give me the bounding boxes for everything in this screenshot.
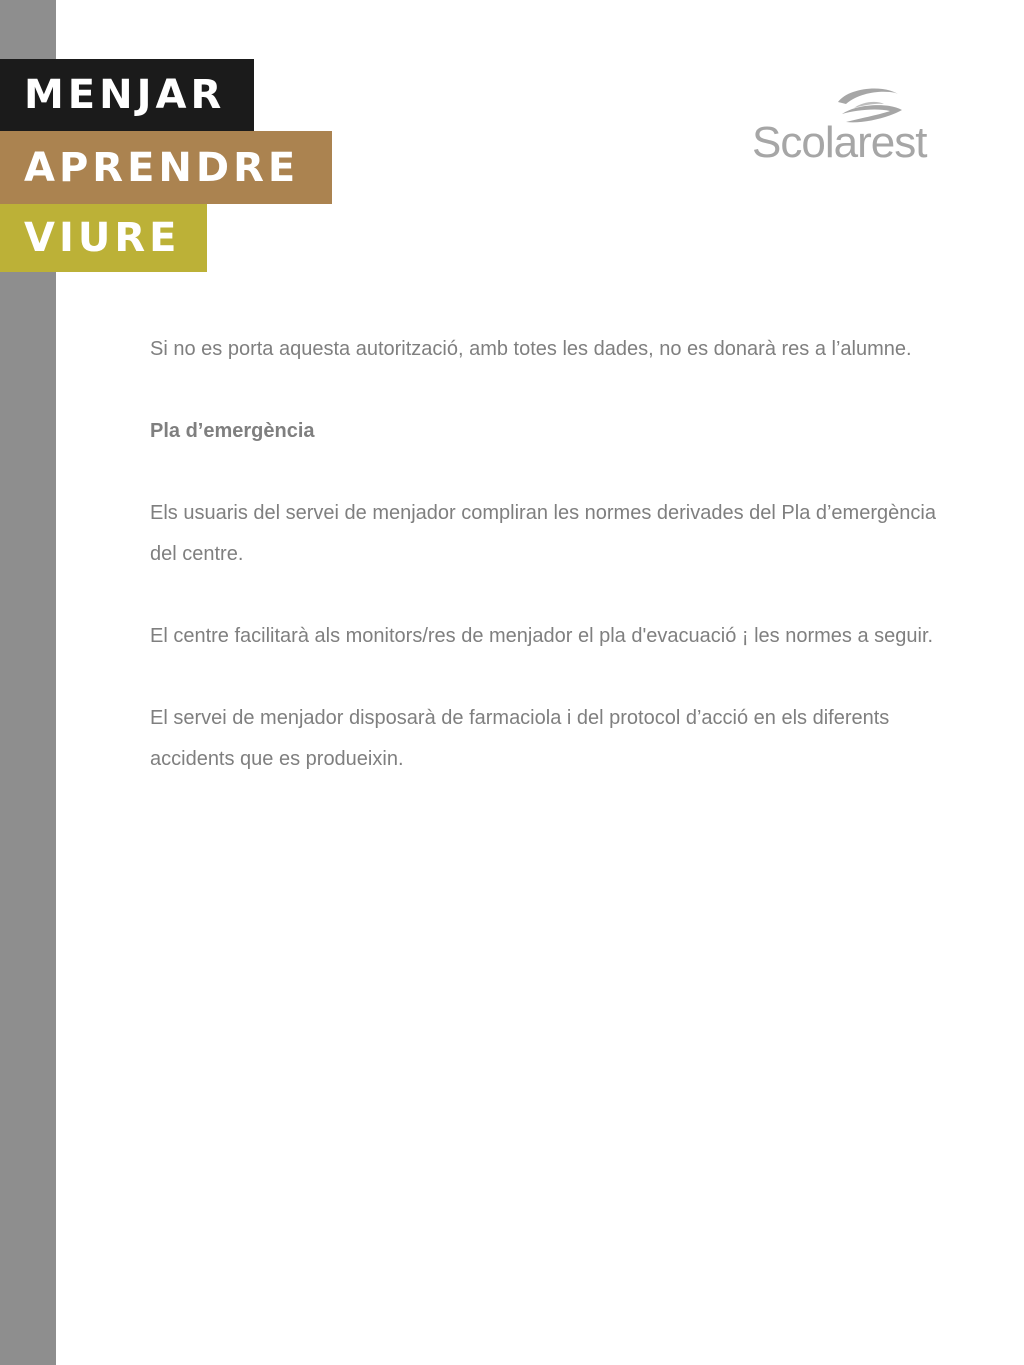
logo-text: Scolarest <box>752 118 927 167</box>
document-body <box>150 329 950 821</box>
banner-viure <box>0 204 207 272</box>
banner-aprendre-text: APRENDRE <box>24 144 300 191</box>
banner-viure-text: VIURE <box>24 215 181 261</box>
paragraph-authorization: Si no es porta aquesta autorització, amb totes les dades, no es donarà res a l’alumne. <box>150 338 912 360</box>
paragraph-emergency-norms: Els usuaris del servei de menjador compliran les normes derivades del Pla d’emergència del centre. <box>150 502 936 565</box>
banner-menjar-text: MENJAR <box>24 72 226 118</box>
paragraph-first-aid: El servei de menjador disposarà de farmaciola i del protocol d’acció en els diferents accidents que es produeixin. <box>150 707 890 770</box>
banner-aprendre <box>0 131 332 204</box>
section-heading: Pla d’emergència <box>150 420 315 442</box>
paragraph-evacuation-plan: El centre facilitarà als monitors/res de menjador el pla d'evacuació ¡ les normes a seguir. <box>150 625 934 647</box>
banner-menjar <box>0 59 254 131</box>
scolarest-logo <box>752 84 928 174</box>
